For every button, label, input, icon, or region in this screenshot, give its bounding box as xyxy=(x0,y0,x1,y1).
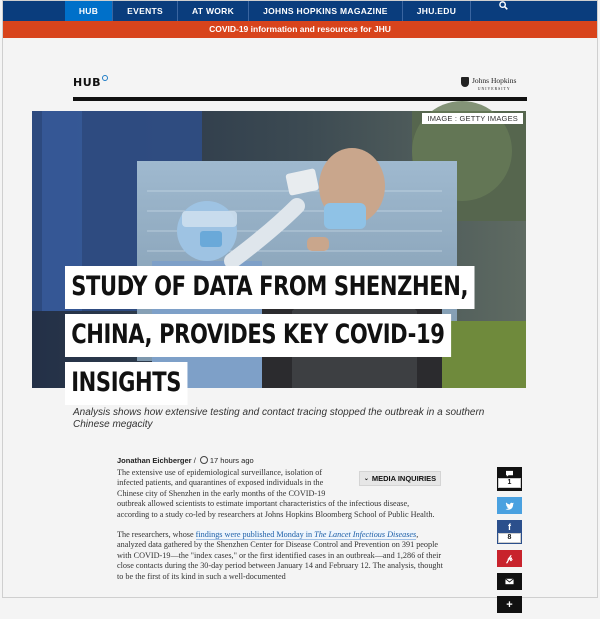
comments-count: 1 xyxy=(498,478,521,488)
search-button[interactable] xyxy=(471,1,535,21)
journal-link[interactable]: The Lancet Infectious Diseases xyxy=(314,530,417,540)
nav-item-events[interactable]: EVENTS xyxy=(127,6,163,16)
jhu-shield-icon xyxy=(461,77,469,87)
headline-line-wrap xyxy=(65,266,485,314)
nav-item-hub[interactable]: HUB xyxy=(65,1,112,21)
nav-item-jhu-edu[interactable]: JHU.EDU xyxy=(416,6,457,16)
facebook-share-button[interactable] xyxy=(497,520,522,544)
jhu-logo-name: Johns Hopkins xyxy=(472,76,517,85)
search-icon xyxy=(499,1,508,10)
pinterest-share-button[interactable] xyxy=(497,550,522,567)
byline-separator: / xyxy=(191,456,198,465)
share-toolbar xyxy=(497,467,522,619)
covid-alert-banner[interactable]: COVID-19 information and resources for JHU xyxy=(3,21,597,38)
media-inquiries-button[interactable] xyxy=(359,471,441,486)
nav-item-at-work[interactable]: AT WORK xyxy=(191,6,235,16)
paragraph-2-text-b: , analyzed data gathered by the Shenzhen Center for Disease Control and Prevention on 391 people with COVID-19—the "index cases," or the first identified cases in an outbreak—and 1,286 of their close contacts during the 30-day period between January 14 and February 12. The analysis, thought to be the first of its kind in such a well-documented xyxy=(117,530,443,581)
header-rule xyxy=(73,97,527,101)
hub-logo-dot-icon xyxy=(102,75,108,81)
headline-line-1: STUDY OF DATA FROM SHENZHEN, xyxy=(65,266,474,309)
pinterest-icon: 𝓅 xyxy=(506,553,513,563)
jhu-logo-sub: UNIVERSITY xyxy=(477,87,511,91)
facebook-count: 8 xyxy=(498,533,521,543)
article-body xyxy=(117,468,443,592)
paragraph-1: The extensive use of epidemiological surveillance, isolation of infected patients, and quarantines of exposed individuals in the Chinese city of Shenzhen in the early months of the COVID-19 outbreak allowed scientists to estimate important characteristics of the infectious disease, according to a study co-led by researchers at Johns Hopkins Bloomberg School of Public Health. xyxy=(117,468,435,519)
plus-icon: + xyxy=(506,598,513,611)
hub-logo-text: HUB xyxy=(73,76,102,89)
browser-viewport xyxy=(2,0,598,611)
publish-time: 17 hours ago xyxy=(209,456,254,465)
more-share-button[interactable] xyxy=(497,596,522,613)
byline xyxy=(117,456,254,465)
twitter-icon xyxy=(505,502,514,510)
facebook-icon: f xyxy=(508,521,511,532)
paragraph-2 xyxy=(117,530,443,582)
media-inquiries-label: MEDIA INQUIRIES xyxy=(371,474,437,483)
headline-line-2: CHINA, PROVIDES KEY COVID-19 xyxy=(65,314,451,357)
jhu-logo-wordmark xyxy=(472,77,516,93)
article-headline xyxy=(65,266,485,410)
headline-line-3: INSIGHTS xyxy=(65,362,187,405)
nav-item-magazine[interactable]: JOHNS HOPKINS MAGAZINE xyxy=(263,6,388,16)
email-icon xyxy=(505,578,514,585)
jhu-logo[interactable] xyxy=(461,77,516,93)
clock-icon xyxy=(200,456,208,464)
chevron-down-icon: ⌄ xyxy=(363,476,369,482)
comments-button[interactable] xyxy=(497,467,522,491)
image-credit: IMAGE : GETTY IMAGES xyxy=(422,113,523,124)
author-name[interactable]: Jonathan Eichberger xyxy=(117,456,192,465)
headline-line-wrap xyxy=(65,314,485,362)
hub-logo[interactable] xyxy=(73,76,108,89)
comment-icon xyxy=(505,470,514,477)
article-dek: Analysis shows how extensive testing and contact tracing stopped the outbreak in a southern Chinese megacity xyxy=(73,407,485,430)
top-navigation xyxy=(3,1,597,21)
paragraph-2-text-a: The researchers, whose xyxy=(117,530,196,540)
findings-link[interactable]: findings were published Monday in xyxy=(195,530,315,540)
email-share-button[interactable] xyxy=(497,573,522,590)
twitter-share-button[interactable] xyxy=(497,497,522,514)
headline-line-wrap xyxy=(65,362,485,410)
